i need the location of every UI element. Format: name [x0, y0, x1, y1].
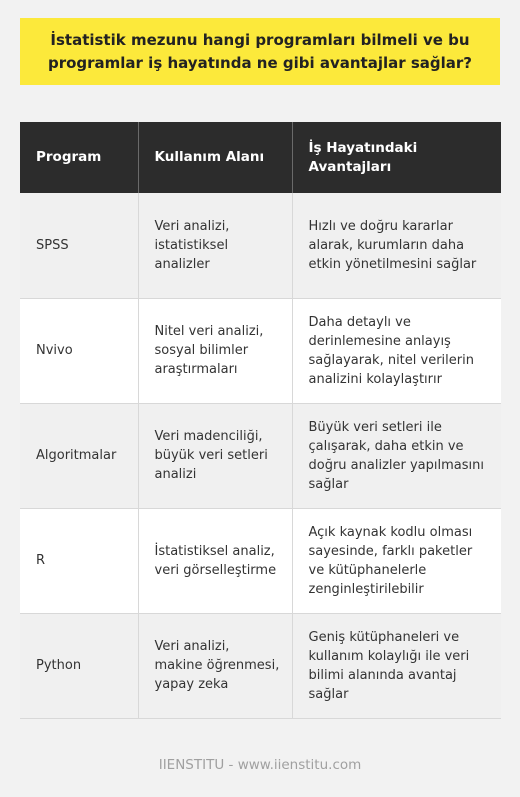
cell-usage: İstatistiksel analiz, veri görselleştirme: [138, 508, 292, 613]
title-banner: [20, 18, 500, 85]
cell-program: R: [20, 508, 138, 613]
table-row: [20, 613, 501, 718]
cell-program: Nvivo: [20, 298, 138, 403]
header-usage-area: Kullanım Alanı: [138, 122, 292, 193]
cell-program: SPSS: [20, 193, 138, 298]
cell-advantage: Açık kaynak kodlu olması sayesinde, farklı paketler ve kütüphanelerle zenginleştirilebilir: [292, 508, 501, 613]
page-title: İstatistik mezunu hangi programları bilmeli ve bu programlar iş hayatında ne gibi avantajlar sağlar?: [47, 30, 473, 72]
table-row: [20, 193, 501, 298]
cell-usage: Veri madenciliği, büyük veri setleri analizi: [138, 403, 292, 508]
table-header-row: [20, 122, 501, 193]
header-advantages: İş Hayatındaki Avantajları: [292, 122, 501, 193]
comparison-table: [20, 122, 501, 719]
cell-advantage: Daha detaylı ve derinlemesine anlayış sağlayarak, nitel verilerin analizini kolaylaştırır: [292, 298, 501, 403]
cell-advantage: Büyük veri setleri ile çalışarak, daha etkin ve doğru analizler yapılmasını sağlar: [292, 403, 501, 508]
cell-usage: Veri analizi, istatistiksel analizler: [138, 193, 292, 298]
header-program: Program: [20, 122, 138, 193]
cell-program: Python: [20, 613, 138, 718]
table-row: [20, 298, 501, 403]
table-row: [20, 403, 501, 508]
table-row: [20, 508, 501, 613]
cell-advantage: Hızlı ve doğru kararlar alarak, kurumların daha etkin yönetilmesini sağlar: [292, 193, 501, 298]
cell-usage: Veri analizi, makine öğrenmesi, yapay zeka: [138, 613, 292, 718]
cell-usage: Nitel veri analizi, sosyal bilimler araştırmaları: [138, 298, 292, 403]
cell-program: Algoritmalar: [20, 403, 138, 508]
footer-credit: IIENSTITU - www.iienstitu.com: [158, 757, 362, 773]
cell-advantage: Geniş kütüphaneleri ve kullanım kolaylığı ile veri bilimi alanında avantaj sağlar: [292, 613, 501, 718]
